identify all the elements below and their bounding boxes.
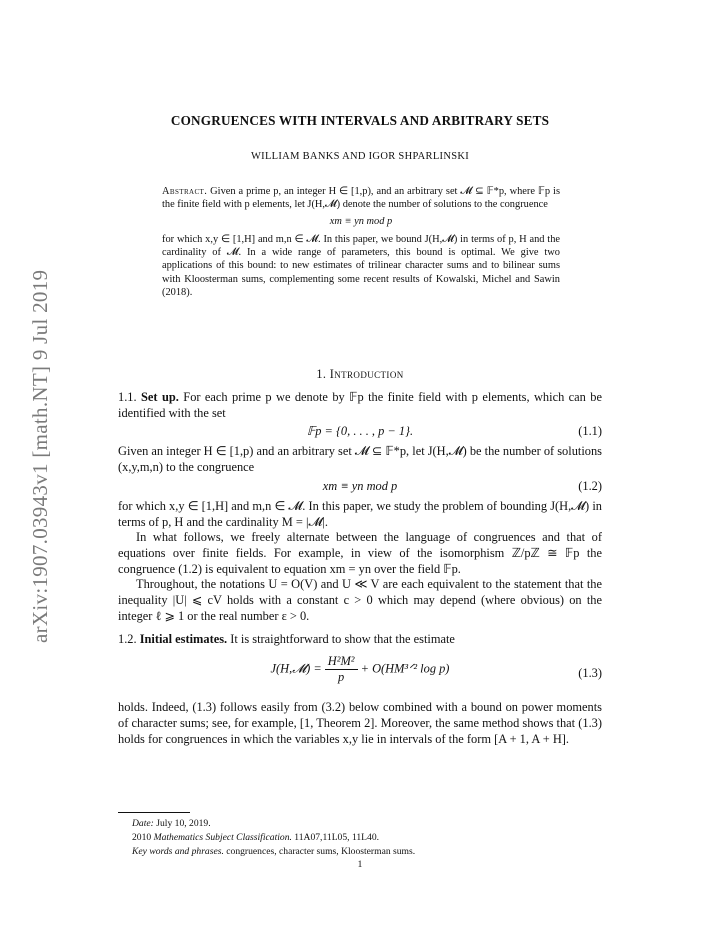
- subsection-1-2-number: 1.2.: [118, 632, 137, 647]
- equation-1-3-numerator: H²M²: [325, 654, 358, 670]
- equation-1-3-lhs: J(H,𝓜) =: [270, 661, 322, 676]
- spacer: [118, 624, 602, 632]
- equation-1-2-tag: (1.2): [578, 478, 602, 493]
- equation-1-2: [118, 479, 602, 496]
- equation-1-1: [118, 424, 602, 441]
- equation-1-3-row: [118, 654, 602, 685]
- section-body: [118, 390, 602, 747]
- footnote-keywords-label: Key words and phrases.: [132, 846, 224, 857]
- subsection-1-2-text-1: It is straightforward to show that the estimate: [230, 632, 455, 647]
- equation-1-1-tag: (1.1): [578, 424, 602, 439]
- abstract-intro-paragraph: [162, 185, 560, 211]
- section-title: 1. Introduction: [316, 367, 404, 381]
- arxiv-stamp: [18, 215, 58, 645]
- equation-1-3-denominator: p: [338, 670, 345, 685]
- footnote-keywords-value: congruences, character sums, Kloosterman sums.: [226, 846, 416, 857]
- footnote-date-value: July 10, 2019.: [156, 818, 211, 829]
- subsection-1-1-paragraph-1: [118, 390, 602, 421]
- subsection-1-1-number: 1.1.: [118, 390, 137, 404]
- arxiv-stamp-text: arXiv:1907.03943v1 [math.NT] 9 Jul 2019: [28, 269, 52, 643]
- paper-title: CONGRUENCES WITH INTERVALS AND ARBITRARY SETS: [170, 113, 550, 128]
- footnote-keywords: [132, 845, 602, 859]
- page-number: 1: [357, 859, 363, 870]
- footnote-date: [132, 817, 602, 831]
- equation-1-3-rhs: + O(HM³ᐟ² log p): [360, 661, 450, 676]
- subsection-1-1-text-1: For each prime p we denote by 𝔽p the finite field with p elements, which can be identified with the set: [118, 390, 602, 420]
- footnote-msc-prefix: 2010: [132, 832, 152, 843]
- equation-1-3: [118, 654, 602, 694]
- subsection-1-1-text-5: Throughout, the notations U = O(V) and U ≪ V are each equivalent to the statement that the inequality |U| ⩽ cV holds with a constant c > 0 which may depend (where obvious) on the integer ℓ ⩾ 1 or the real number ε > 0.: [118, 577, 602, 623]
- abstract-equation: xm ≡ yn mod p: [329, 216, 393, 228]
- footnote-rule: [118, 812, 190, 813]
- footnote-msc-value: 11A07,11L05, 11L40.: [294, 832, 380, 843]
- subsection-1-2-heading: Initial estimates.: [139, 632, 228, 647]
- subsection-1-1-text-2: Given an integer H ∈ [1,p) and an arbitrary set 𝓜 ⊆ 𝔽*p, let J(H,𝓜) be the number of solutions (x,y,m,n) to the congruence: [118, 444, 602, 475]
- subsection-1-2-paragraph-1: [118, 632, 602, 648]
- abstract-heading: Abstract.: [162, 186, 208, 197]
- footnote-date-label: Date:: [132, 818, 154, 829]
- equation-1-3-tag: (1.3): [578, 666, 602, 681]
- abstract-intro: Given a prime p, an integer H ∈ [1,p), and an arbitrary set 𝓜 ⊆ 𝔽*p, where 𝔽p is the finite field with p elements, let J(H,𝓜) denote the number of solutions to the congruence: [162, 186, 560, 211]
- abstract-rest: for which x,y ∈ [1,H] and m,n ∈ 𝓜. In this paper, we bound J(H,𝓜) in terms of p, H and the cardinality of 𝓜. In a wide range of parameters, this bound is optimal. We give two applications of this bound: to new estimates of trilinear character sums and to bilinear sums with Kloosterman sums, complementing some recent results of Kowalski, Michel and Sawin (2018).: [162, 234, 560, 298]
- subsection-1-1-text-4: In what follows, we freely alternate between the language of congruences and that of equations over finite fields. For example, in view of the isomorphism ℤ/pℤ ≅ 𝔽p the congruence (1.2) is equivalent to equation xm = yn over the field 𝔽p.: [118, 530, 602, 576]
- footnotes: [132, 817, 602, 859]
- subsection-1-2-text-2: holds. Indeed, (1.3) follows easily from (3.2) below combined with a bound on power moments of character sums; see, for example, [1, Theorem 2]. Moreover, the same method shows that (1.3) holds for congruences in which the variables x,y lie in intervals of the form [A + 1, A + H].: [118, 700, 602, 746]
- equation-1-2-body: xm ≡ yn mod p: [322, 478, 398, 493]
- footnote-msc: [132, 831, 602, 845]
- subsection-1-1-text-3: for which x,y ∈ [1,H] and m,n ∈ 𝓜. In this paper, we study the problem of bounding J(H,𝓜) in terms of p, H and the cardinality M = |𝓜|.: [118, 498, 602, 529]
- equation-1-3-fraction: [325, 654, 358, 685]
- arxiv-stamp-svg: [18, 215, 58, 645]
- subsection-1-1-heading: Set up.: [141, 390, 179, 404]
- abstract: [162, 185, 560, 299]
- equation-1-1-body: 𝔽p = {0, . . . , p − 1}.: [306, 424, 414, 439]
- paper-authors: WILLIAM BANKS AND IGOR SHPARLINSKI: [250, 151, 470, 162]
- footnote-msc-label: Mathematics Subject Classification.: [153, 832, 292, 843]
